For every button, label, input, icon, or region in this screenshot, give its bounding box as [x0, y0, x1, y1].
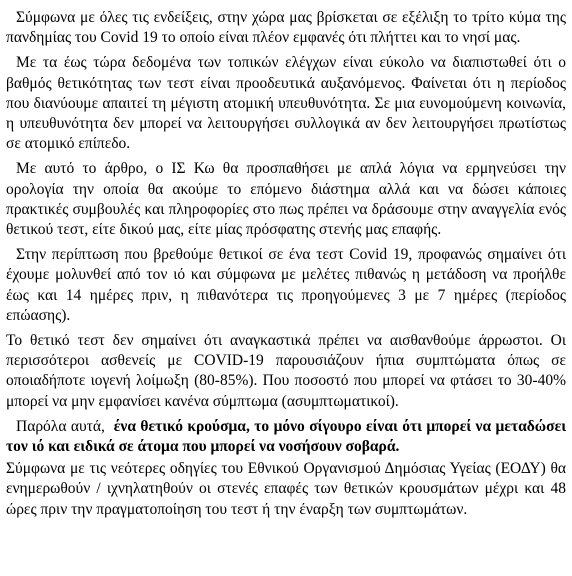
paragraph-eody-guidelines: Σύμφωνα με τις νεότερες οδηγίες του Εθνικού Οργανισμού Δημόσιας Υγείας (ΕΟΔΥ) θα ενημερωθούν / ιχνηλατηθούν οι στενές επαφές των θετικών κρουσμάτων μέχρι και 48 ώρες πριν την πραγματοποίηση του τεστ ή την έναρξη των συμπτωμάτων. [6, 460, 566, 518]
paragraph-transmission-warning [6, 417, 566, 457]
paragraph-article-purpose: Με αυτό το άρθρο, ο ΙΣ Κω θα προσπαθήσει με απλά λόγια να ερμηνεύσει την ορολογία την οποία θα ακούμε το επόμενο διάστημα αλλά και να δώσει κάποιες πρακτικές συμβουλές και πληροφορίες στο πως πρέπει να δράσουμε στην αναγγελία ενός θετικού τεστ, είτε δικού μας, είτε μίας πρόσφατης στενής μας επαφής. [6, 160, 566, 239]
transmission-intro-text: Παρόλα αυτά, [16, 417, 105, 435]
paragraph-positive-test: Στην περίπτωση που βρεθούμε θετικοί σε ένα τεστ Covid 19, προφανώς σημαίνει ότι έχουμε μολυνθεί από τον ιό και σύμφωνα με μελέτες πιθανώς η μετάδοση να προήλθε έως και 14 ημέρες πριν, η πιθανότερα τις προηγούμενες 3 με 7 ημέρες (περίοδος επώασης). [6, 246, 566, 324]
transmission-bold-text: ένα θετικό κρούσμα, το μόνο σίγουρο είναι ότι μπορεί να μεταδώσει τον ιό και ειδικά σε άτομα που μπορεί να νοσήσουν σοβαρά. [6, 417, 566, 456]
paragraph-symptoms: Το θετικό τεστ δεν σημαίνει ότι αναγκαστικά πρέπει να αισθανθούμε άρρωστοι. Οι περισσότεροι ασθενείς με COVID-19 παρουσιάζουν ήπια συμπτώματα όπως σε οποιαδήποτε ιογενή λοίμωξη (80-85%). Που ποσοστό που μπορεί να φτάσει το 30-40% μπορεί να μην εμφανίσει κανένα σύμπτωμα (ασυμπτωματικοί). [6, 332, 566, 410]
paragraph-third-wave: Σύμφωνα με όλες τις ενδείξεις, στην χώρα μας βρίσκεται σε εξέλιξη το τρίτο κύμα της πανδημίας του Covid 19 το οποίο είναι πλέον εμφανές ότι πλήττει και το νησί μας. [6, 9, 566, 47]
paragraph-positivity-rate: Με τα έως τώρα δεδομένα των τοπικών ελέγχων είναι εύκολο να διαπιστωθεί ότι ο βαθμός θετικότητας των τεστ είναι προοδευτικά αυξανόμενος. Φαίνεται ότι η περίοδος που διανύουμε απαιτεί τη μέγιστη ατομική υπευθυνότητα. Σε μια ευνομούμενη κοινωνία, η υπευθυνότητα δεν μπορεί να λειτουργήσει συλλογικά αν δεν λειτουργήσει πρωτίστως σε ατομικό επίπεδο. [6, 54, 566, 153]
